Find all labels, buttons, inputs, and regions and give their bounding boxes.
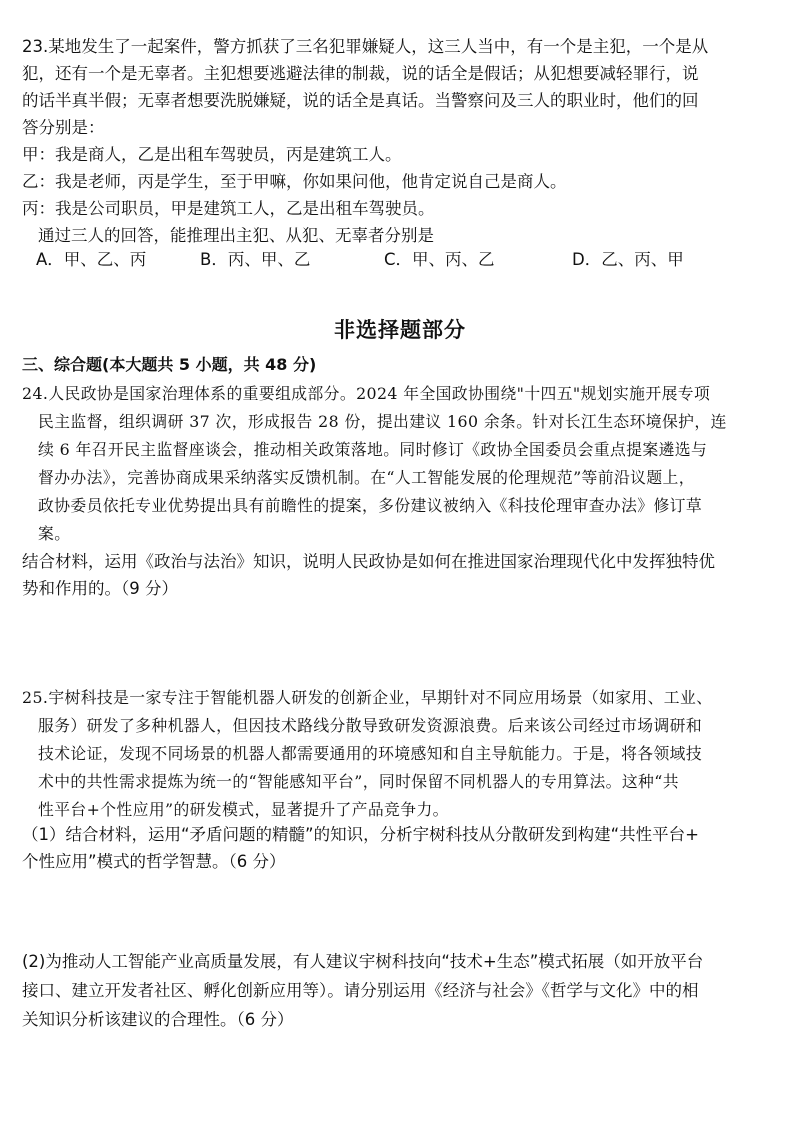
- section-heading: 三、综合题(本大题共 5 小题，共 48 分): [22, 355, 317, 374]
- option-b[interactable]: B．丙、甲、乙: [200, 250, 311, 269]
- q24-material-line: 民主监督，组织调研 37 次，形成报告 28 份，提出建议 160 余条。针对长江生态环境保护，连: [38, 412, 727, 431]
- option-a[interactable]: A．甲、乙、丙: [36, 250, 147, 269]
- q24-material-line: 24.人民政协是国家治理体系的重要组成部分。2024 年全国政协围绕"十四五"规划实施开展专项: [22, 384, 711, 403]
- q25-material-line: 技术论证，发现不同场景的机器人都需要通用的环境感知和自主导航能力。于是，将各领域技: [38, 744, 703, 763]
- q23-answer-jia: 甲：我是商人，乙是出租车驾驶员，丙是建筑工人。: [22, 145, 402, 164]
- q24-material-line: 督办办法》，完善协商成果采纳落实反馈机制。在“人工智能发展的伦理规范”等前沿议题上，: [38, 468, 695, 487]
- q25-material-line: 服务）研发了多种机器人，但因技术路线分散导致研发资源浪费。后来该公司经过市场调研和: [38, 716, 703, 735]
- q23-stem-line: 答分别是：: [22, 118, 105, 137]
- option-c[interactable]: C．甲、丙、乙: [384, 250, 495, 269]
- q23-answer-yi: 乙：我是老师，丙是学生，至于甲嘛，你如果问他，他肯定说自己是商人。: [22, 172, 567, 191]
- q24-prompt-line: 势和作用的。（9 分）: [22, 579, 178, 598]
- q24-material-line: 续 6 年召开民主监督座谈会，推动相关政策落地。同时修订《政协全国委员会重点提案遴选与: [38, 440, 708, 459]
- q24-material-line: 案。: [38, 524, 71, 543]
- q25-part1-line: 个性应用”模式的哲学智慧。（6 分）: [22, 852, 286, 871]
- q25-material-line: 性平台+个性应用”的研发模式，显著提升了产品竞争力。: [38, 800, 449, 819]
- q25-material-line: 术中的共性需求提炼为统一的“智能感知平台”，同时保留不同机器人的专用算法。这种“共: [38, 772, 679, 791]
- q25-material-line: 25.宇树科技是一家专注于智能机器人研发的创新企业，早期针对不同应用场景（如家用、工业、: [22, 688, 713, 707]
- option-d[interactable]: D．乙、丙、甲: [572, 250, 684, 269]
- q23-stem-line: 犯，还有一个是无辜者。主犯想要逃避法律的制裁，说的话全是假话；从犯想要减轻罪行，说: [22, 64, 699, 83]
- section-title: 非选择题部分: [334, 318, 466, 342]
- q23-question-line: 通过三人的回答，能推理出主犯、从犯、无辜者分别是: [38, 226, 434, 245]
- q25-part2-line: 关知识分析该建议的合理性。（6 分）: [22, 1010, 294, 1029]
- q24-prompt-line: 结合材料，运用《政治与法治》知识，说明人民政协是如何在推进国家治理现代化中发挥独特优: [22, 552, 715, 571]
- q25-part1-line: （1）结合材料，运用“矛盾问题的精髓”的知识，分析宇树科技从分散研发到构建“共性平台+: [22, 825, 699, 844]
- q23-answer-bing: 丙：我是公司职员，甲是建筑工人，乙是出租车驾驶员。: [22, 199, 435, 218]
- q23-stem-line: 23.某地发生了一起案件，警方抓获了三名犯罪嫌疑人，这三人当中，有一个是主犯，一个是从: [22, 37, 709, 56]
- q24-material-line: 政协委员依托专业优势提出具有前瞻性的提案，多份建议被纳入《科技伦理审查办法》修订草: [38, 496, 703, 515]
- q25-part2-line: (2)为推动人工智能产业高质量发展，有人建议宇树科技向“技术+生态”模式拓展（如开放平台: [22, 952, 704, 971]
- q25-part2-line: 接口、建立开发者社区、孵化创新应用等）。请分别运用《经济与社会》《哲学与文化》中的相: [22, 981, 699, 1000]
- q23-stem-line: 的话半真半假；无辜者想要洗脱嫌疑，说的话全是真话。当警察问及三人的职业时，他们的回: [22, 91, 699, 110]
